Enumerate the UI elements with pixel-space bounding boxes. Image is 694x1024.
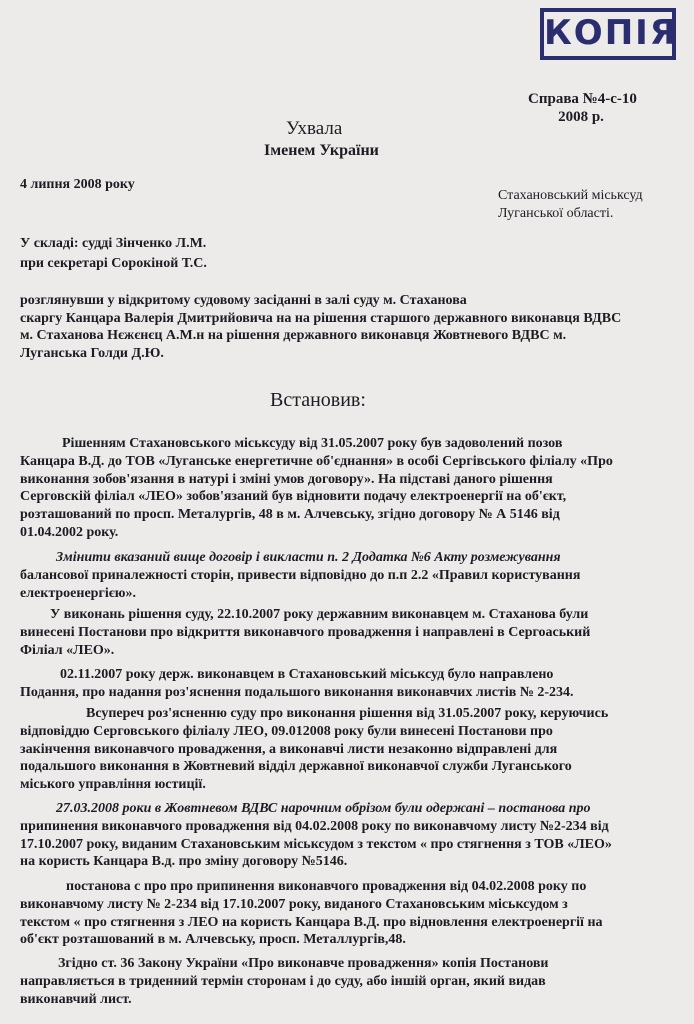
paragraph-5 xyxy=(20,705,686,794)
paragraph-2 xyxy=(20,549,686,602)
court-name xyxy=(498,187,643,223)
intro-block xyxy=(20,292,686,362)
paragraph-4 xyxy=(20,666,686,702)
paragraph-line: припинення виконавчого провадження від 04.02.2008 року по виконавчому листу №2-234 від xyxy=(20,818,609,834)
paragraph-line: Всупереч роз'ясненню суду про виконання рішення від 31.05.2007 року, керуючись xyxy=(86,706,609,721)
paragraph-line: постанова с про про припинення виконавчого провадження від 04.02.2008 року по xyxy=(66,879,587,894)
court-line2: Луганської області. xyxy=(498,206,614,221)
paragraph-line: 02.11.2007 року держ. виконавцем в Стахановський міськсуд було направлено xyxy=(60,667,554,682)
paragraph-line: виконання зобов'язання в натурі і зміні умов договору». На підставі даного рішення xyxy=(20,471,553,487)
paragraph-line: текстом « про стягнення з ЛЕО на користь Канцара В.Д. про відновлення електроенергії на xyxy=(20,914,603,930)
paragraph-3 xyxy=(20,606,686,659)
paragraph-line: подальшого виконання в Жовтневий відділ державної виконавчої служби Луганського xyxy=(20,759,572,775)
paragraph-line: закінчення виконавчого провадження, а виконавчі листи незаконно відправлені для xyxy=(20,741,558,757)
document-title: Ухвала xyxy=(286,118,343,139)
paragraph-line: 01.04.2002 року. xyxy=(20,524,119,540)
composition-line2: при секретарі Сорокіной Т.С. xyxy=(20,256,207,271)
intro-line: розглянувши у відкритому судовому засіданні в залі суду м. Стаханова xyxy=(20,293,467,308)
paragraph-line: об'єкт розташований в м. Алчевську, просп. Металлургів,48. xyxy=(20,932,406,948)
intro-line: м. Стаханова Нєжєнєц А.М.н на рішення державного виконавця Жовтневого ВДВС м. xyxy=(20,328,567,343)
paragraph-line: Подання, про надання роз'яснення подальшого виконання виконавчих листів № 2-234. xyxy=(20,684,574,700)
paragraph-line: 17.10.2007 року, виданим Стахановським міськсудом з текстом « про стягнення з ТОВ «ЛЕО» xyxy=(20,836,612,852)
paragraph-line: розташований по просп. Металургів, 48 в м. Алчевську, згідно договору № А 5146 від xyxy=(20,507,560,523)
paragraph-7 xyxy=(20,878,686,949)
paragraph-line: балансової приналежності сторін, привести відповідно до п.п 2.2 «Правил користування xyxy=(20,567,581,583)
paragraph-line: електроенергією». xyxy=(20,585,136,601)
paragraph-line: Філіал «ЛЕО». xyxy=(20,642,115,658)
document-date: 4 липня 2008 року xyxy=(20,177,135,192)
paragraph-line: У виконань рішення суду, 22.10.2007 року державним виконавцем м. Стаханова були xyxy=(50,607,589,622)
intro-line: Луганська Голди Д.Ю. xyxy=(20,345,164,361)
paragraph-line: міського управління юстиції. xyxy=(20,777,206,793)
paragraph-line: на користь Канцара В.д. про зміну договору №5146. xyxy=(20,854,348,870)
document-subtitle: Іменем України xyxy=(264,142,379,159)
paragraph-line: винесені Постанови про відкриття виконавчого провадження і направлені в Сергоаський xyxy=(20,624,591,640)
paragraph-line: 27.03.2008 роки в Жовтневом ВДВС нарочним обрізом були одержані – постанова про xyxy=(56,801,591,816)
paragraph-line: виконавчий лист. xyxy=(20,991,132,1007)
paragraph-line: Серговскій філіал «ЛЕО» зобов'язаний був відновити подачу електроенергії на об'єкт, xyxy=(20,489,567,505)
court-composition xyxy=(20,234,207,274)
paragraph-line: Змінити вказаний вище договір і викласти п. 2 Додатка №6 Акту розмежування xyxy=(56,550,561,565)
copy-stamp: КОПІЯ xyxy=(540,8,676,60)
paragraph-line: направляється в триденний термін сторонам і до суду, або іншій орган, який видав xyxy=(20,973,546,989)
paragraph-line: Канцара В.Д. до ТОВ «Луганське енергетичне об'єднання» в особі Сергівського філіалу «Про xyxy=(20,453,613,469)
intro-line: скаргу Канцара Валерія Дмитрийовича на на рішення старшого державного виконавця ВДВС xyxy=(20,310,622,326)
paragraph-line: виконавчому листу № 2-234 від 17.10.2007 року, виданого Стахановським міськсудом з xyxy=(20,896,568,912)
paragraph-line: Рішенням Стахановського міськсуду від 31.05.2007 року був задоволений позов xyxy=(62,436,563,451)
case-number-line2: 2008 р. xyxy=(558,109,604,125)
paragraph-1 xyxy=(20,435,686,542)
paragraph-line: відповіддю Серговського філіалу ЛЕО, 09.012008 року були винесені Постанови про xyxy=(20,723,553,739)
section-heading: Встановив: xyxy=(270,389,366,411)
case-number xyxy=(528,90,637,126)
court-line1: Стахановський міськсуд xyxy=(498,188,643,203)
paragraph-6 xyxy=(20,800,686,871)
case-number-line1: Справа №4-с-10 xyxy=(528,91,637,107)
composition-line1: У складі: судді Зінченко Л.М. xyxy=(20,236,207,251)
paragraph-line: Згідно ст. 36 Закону України «Про виконавче провадження» копія Постанови xyxy=(58,956,549,971)
paragraph-8 xyxy=(20,955,686,1008)
